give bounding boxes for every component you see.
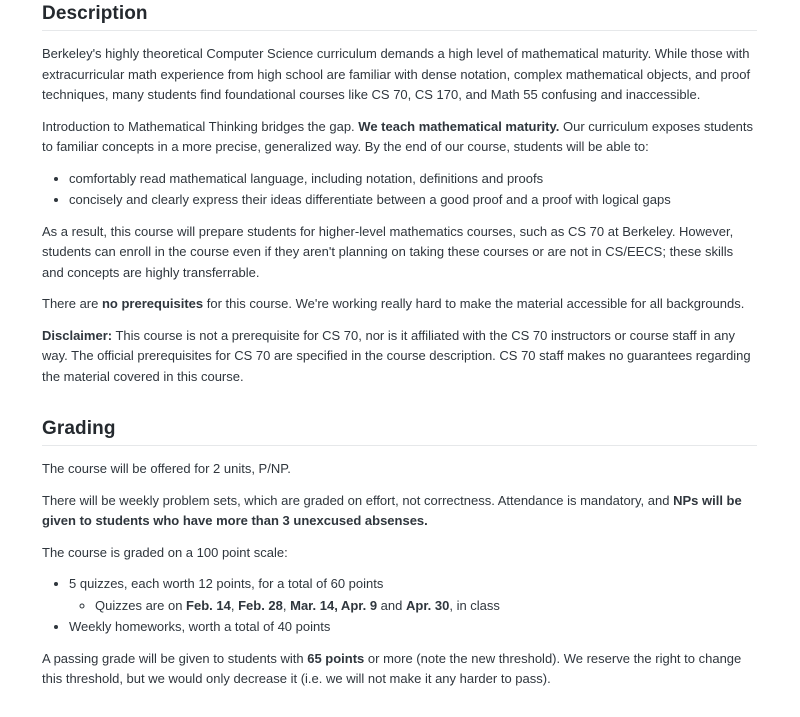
text-run: 5 quizzes, each worth 12 points, for a total of 60 points	[69, 576, 384, 591]
paragraph	[42, 294, 757, 315]
bold-text: Apr. 30	[405, 597, 450, 613]
text-run: for this course. We're working really hard to make the material accessible for all backgrounds.	[203, 296, 745, 311]
paragraph	[42, 543, 757, 564]
text-run: ,	[230, 597, 239, 613]
section-grading	[42, 417, 757, 690]
text-run: There will be weekly problem sets, which are graded on effort, not correctness. Attendance is mandatory, and	[42, 492, 674, 508]
description-body	[42, 44, 757, 387]
list-item	[69, 574, 757, 616]
section-description	[42, 2, 757, 387]
grading-body	[42, 459, 757, 690]
list-item	[69, 190, 757, 211]
paragraph	[42, 117, 757, 158]
bold-text: no prerequisites	[101, 296, 204, 311]
section-divider	[42, 30, 757, 31]
text-run: This course is not a prerequisite for CS 70, nor is it affiliated with the CS 70 instructors or course staff in any way. The official prerequisites for CS 70 are specified in the course description. CS 70 staff makes no guarantees regarding the material covered in this course.	[42, 327, 751, 384]
list-item	[69, 617, 757, 638]
bold-text: NPs will be given to students who have more than 3 unexcused absenses.	[42, 492, 742, 528]
bullet-list	[42, 169, 757, 211]
section-divider	[42, 445, 757, 446]
grading-heading: Grading	[42, 418, 116, 439]
text-run: A passing grade will be given to students with	[42, 650, 308, 666]
paragraph	[42, 459, 757, 480]
bullet-list	[42, 574, 757, 638]
description-heading: Description	[42, 3, 148, 24]
paragraph	[42, 491, 757, 532]
bold-text: Disclaimer:	[42, 327, 113, 343]
bold-text: Feb. 14	[186, 597, 231, 613]
list-item	[69, 169, 757, 190]
text-run: As a result, this course will prepare students for higher-level mathematics courses, such as CS 70 at Berkeley. However, students can enroll in the course even if they aren't planning on taking these courses or are not in CS/EECS; these skills and concepts are highly transferrable.	[42, 223, 734, 280]
bold-text: Mar. 14, Apr. 9	[290, 597, 378, 613]
text-run: , in class	[449, 597, 500, 613]
text-run: comfortably read mathematical language, including notation, definitions and proofs	[69, 170, 544, 186]
paragraph	[42, 222, 757, 284]
text-run: Quizzes are on	[95, 597, 187, 613]
text-run: concisely and clearly express their ideas differentiate between a good proof and a proof with logical gaps	[69, 192, 671, 207]
text-run: There are	[42, 296, 102, 311]
bold-text: Feb. 28	[238, 597, 283, 613]
text-run: ,	[282, 597, 291, 613]
paragraph	[42, 649, 757, 690]
text-run: or more (note the new threshold). We reserve the right to change this threshold, but we would only decrease it (i.e. we will not make it any harder to pass).	[42, 650, 742, 686]
bold-text: We teach mathematical maturity.	[358, 118, 560, 134]
text-run: Weekly homeworks, worth a total of 40 points	[69, 619, 331, 634]
bold-text: 65 points	[307, 650, 365, 666]
sub-list	[69, 596, 757, 617]
text-run: The course is graded on a 100 point scale:	[42, 544, 288, 560]
text-run: Our curriculum exposes students to familiar concepts in a more precise, generalized way. By the end of our course, students will be able to:	[42, 118, 754, 154]
text-run: and	[377, 597, 406, 613]
text-run: The course will be offered for 2 units, P/NP.	[42, 461, 291, 476]
text-run: Berkeley's highly theoretical Computer Science curriculum demands a high level of mathematical maturity. While those with extracurricular math experience from high school are familiar with dense notation, complex mathematical objects, and proof techniques, many students find foundational courses like CS 70, CS 170, and Math 55 confusing and inaccessible.	[42, 46, 751, 102]
paragraph	[42, 326, 757, 388]
paragraph	[42, 44, 757, 106]
list-item	[95, 596, 757, 617]
text-run: Introduction to Mathematical Thinking bridges the gap.	[42, 118, 359, 134]
